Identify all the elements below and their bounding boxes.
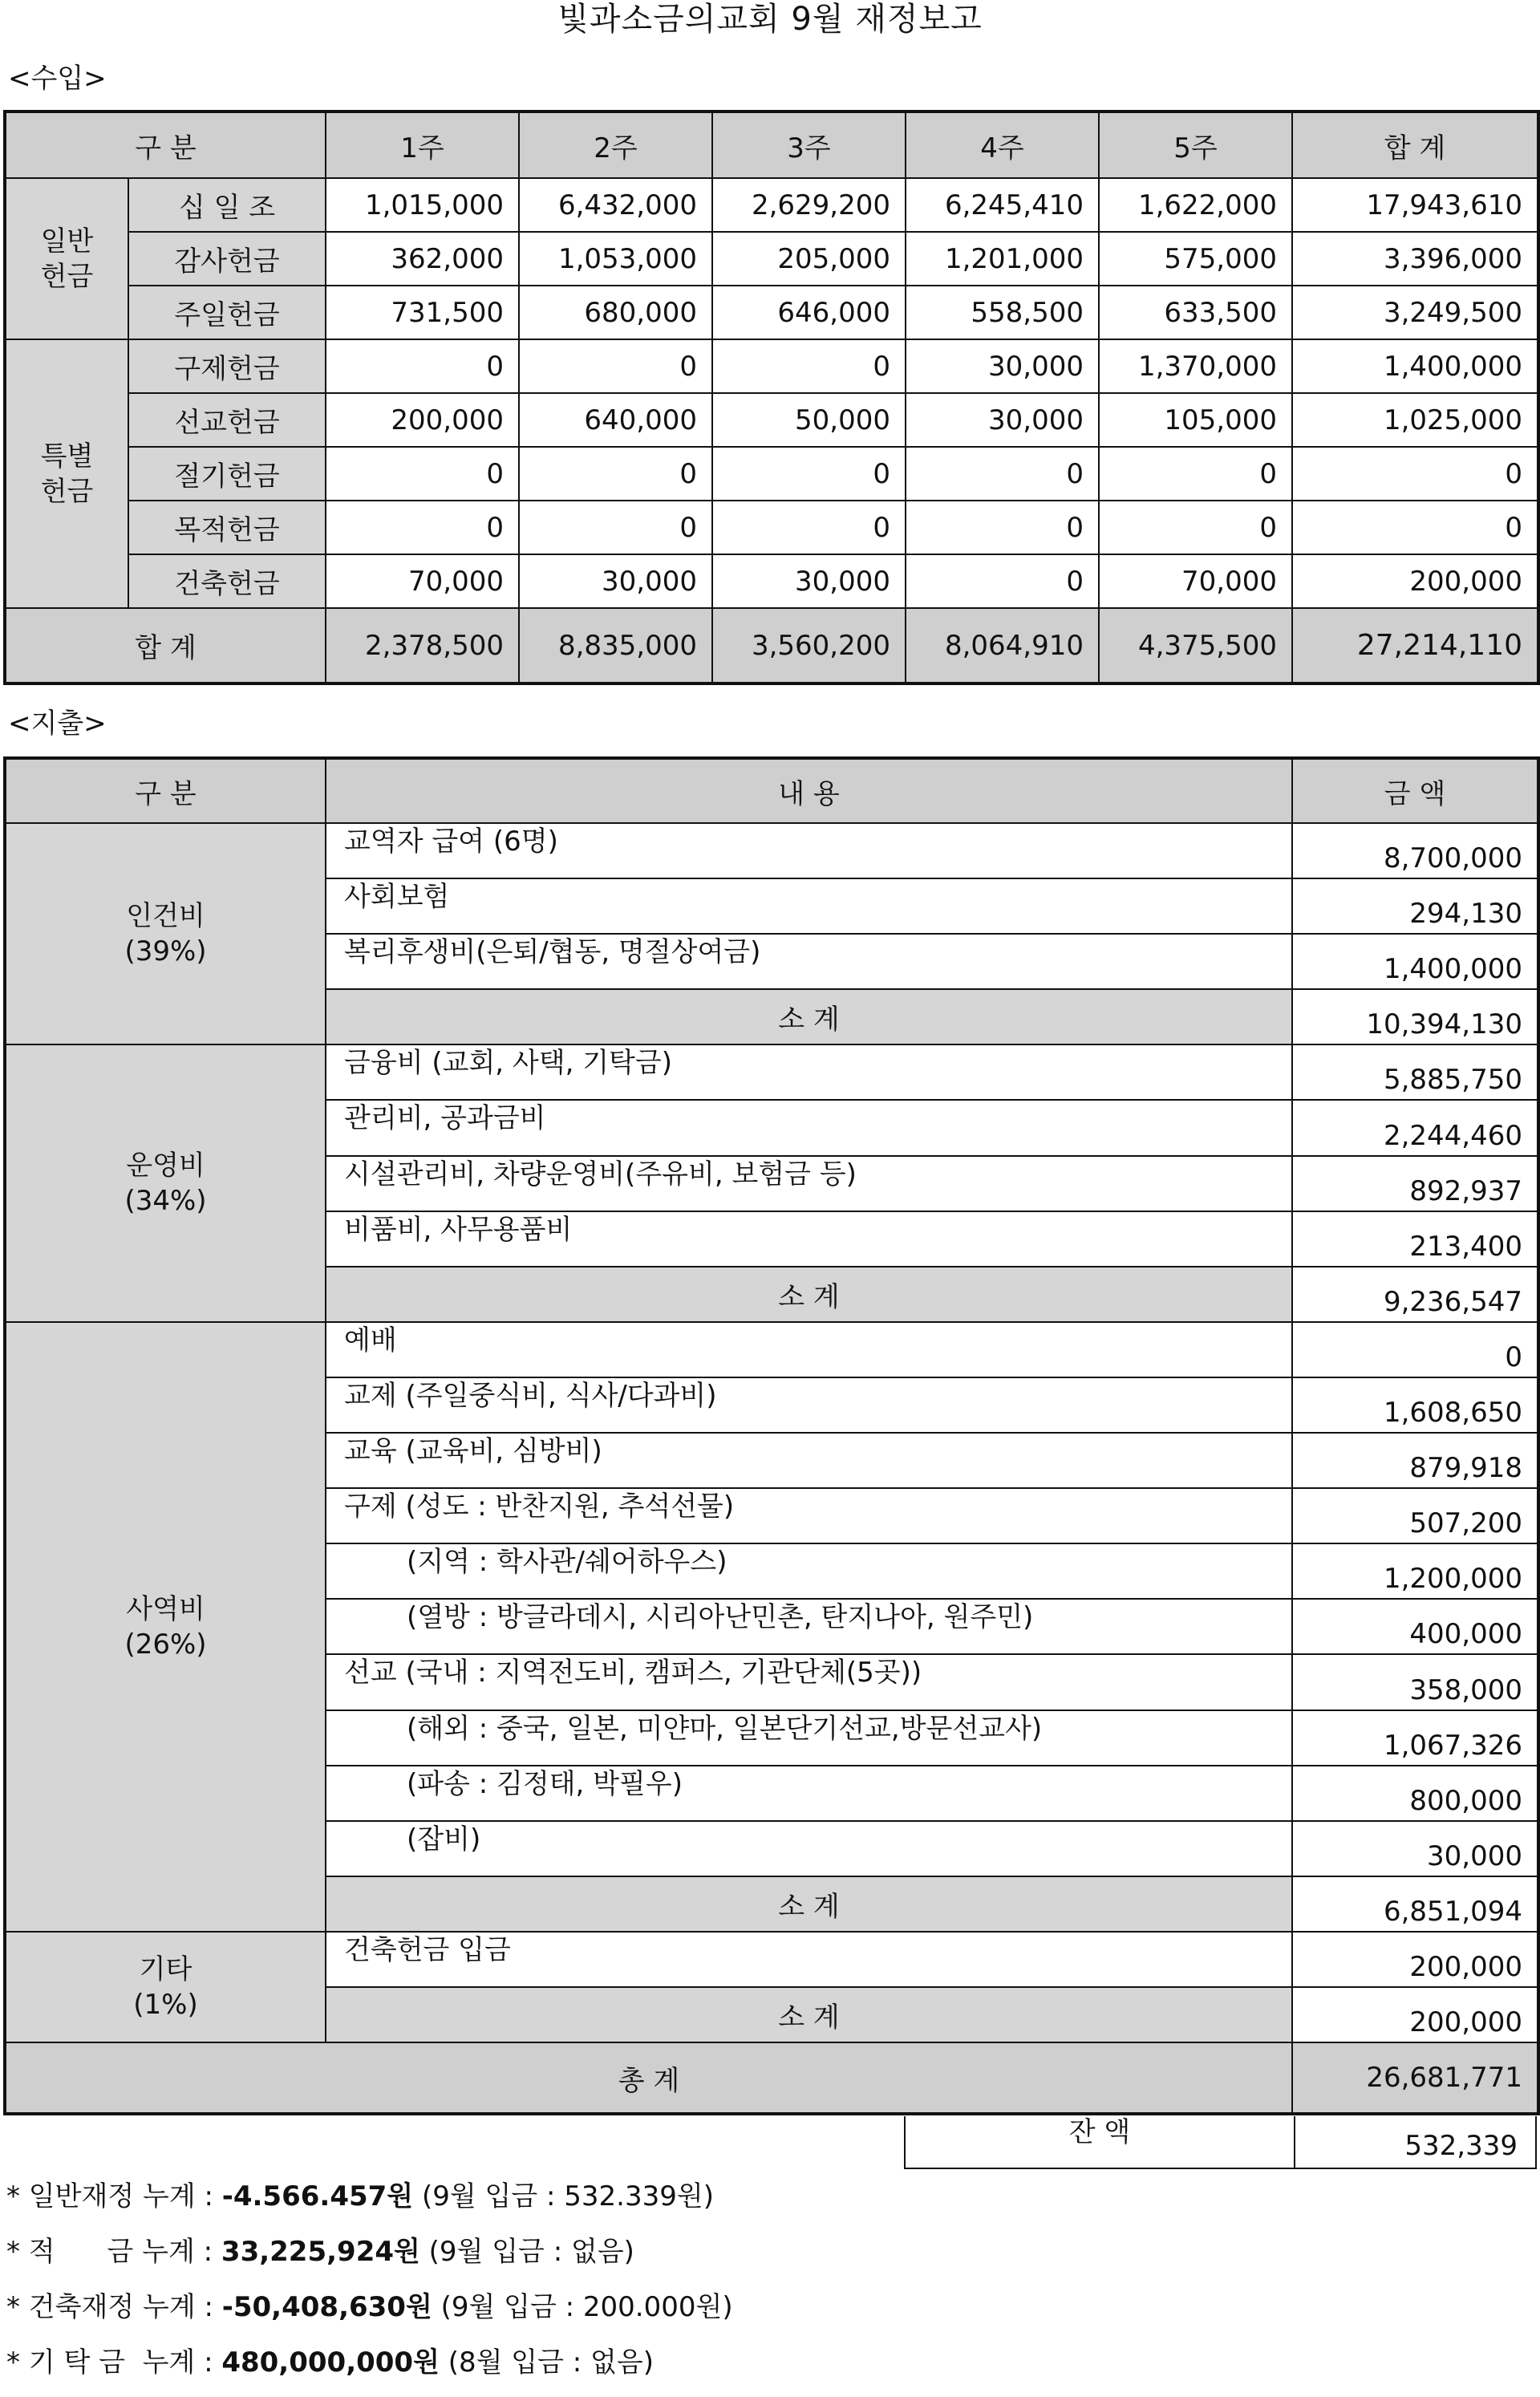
expense-total-amount: 26,681,771 xyxy=(1292,2042,1538,2114)
income-row-label: 십 일 조 xyxy=(128,178,326,232)
income-cell: 0 xyxy=(712,339,906,393)
income-cell: 1,053,000 xyxy=(519,232,712,286)
income-cell: 0 xyxy=(712,501,906,554)
income-row xyxy=(5,339,1538,393)
income-cell: 0 xyxy=(519,339,712,393)
income-row-total: 1,025,000 xyxy=(1292,393,1538,447)
notes-list xyxy=(6,2176,733,2397)
expense-item-amount: 879,918 xyxy=(1292,1433,1538,1488)
income-cell: 30,000 xyxy=(712,554,906,608)
expense-item-amount: 200,000 xyxy=(1292,1932,1538,1987)
income-header-week: 4주 xyxy=(906,112,1099,178)
expense-item-amount: 1,200,000 xyxy=(1292,1543,1538,1599)
expense-item-amount: 2,244,460 xyxy=(1292,1100,1538,1155)
note-line xyxy=(6,2286,733,2342)
income-grand-total: 27,214,110 xyxy=(1292,608,1538,683)
note-value: -50,408,630원 xyxy=(221,2291,432,2323)
income-header-row xyxy=(5,112,1538,178)
expense-item-amount: 1,067,326 xyxy=(1292,1710,1538,1766)
expense-item-desc: 관리비, 공과금비 xyxy=(326,1100,1292,1155)
income-cell: 1,370,000 xyxy=(1099,339,1292,393)
income-row xyxy=(5,286,1538,339)
note-value: 480,000,000원 xyxy=(221,2346,440,2379)
expense-item-desc: (잡비) xyxy=(326,1821,1292,1876)
income-cell: 205,000 xyxy=(712,232,906,286)
income-row-total: 3,396,000 xyxy=(1292,232,1538,286)
income-row xyxy=(5,232,1538,286)
income-cell: 362,000 xyxy=(326,232,519,286)
income-section-label: <수입> xyxy=(8,63,107,95)
income-row xyxy=(5,178,1538,232)
income-row xyxy=(5,393,1538,447)
expense-header-row xyxy=(5,758,1538,823)
subtotal-label: 소 계 xyxy=(326,1987,1292,2042)
income-cell: 1,201,000 xyxy=(906,232,1099,286)
expense-total-label: 총 계 xyxy=(5,2042,1292,2114)
expense-item-amount: 358,000 xyxy=(1292,1654,1538,1710)
expense-item-desc: 복리후생비(은퇴/협동, 명절상여금) xyxy=(326,934,1292,989)
expense-item-amount: 507,200 xyxy=(1292,1488,1538,1543)
note-line xyxy=(6,2176,733,2231)
income-group-label: 특별 헌금 xyxy=(5,339,128,608)
income-header-total: 합 계 xyxy=(1292,112,1538,178)
note-value: -4.566.457원 xyxy=(221,2180,414,2212)
income-cell: 6,245,410 xyxy=(906,178,1099,232)
note-prefix: * 일반재정 누계 : xyxy=(6,2180,222,2212)
income-row-label: 주일헌금 xyxy=(128,286,326,339)
report-title: 빛과소금의교회 9월 재정보고 xyxy=(557,1,983,38)
income-row-total: 200,000 xyxy=(1292,554,1538,608)
income-row-total: 1,400,000 xyxy=(1292,339,1538,393)
income-row-label: 선교헌금 xyxy=(128,393,326,447)
expense-item-desc: 금융비 (교회, 사택, 기탁금) xyxy=(326,1044,1292,1100)
expense-section-label: <지출> xyxy=(8,708,107,740)
expense-row xyxy=(5,1932,1538,1987)
expense-item-desc: 교제 (주일중식비, 식사/다과비) xyxy=(326,1377,1292,1433)
expense-item-amount: 294,130 xyxy=(1292,878,1538,934)
income-row-total: 0 xyxy=(1292,501,1538,554)
income-cell: 731,500 xyxy=(326,286,519,339)
expense-row xyxy=(5,1322,1538,1377)
income-cell: 70,000 xyxy=(1099,554,1292,608)
income-cell: 0 xyxy=(519,447,712,501)
income-row xyxy=(5,554,1538,608)
income-cell: 575,000 xyxy=(1099,232,1292,286)
expense-item-desc: 예배 xyxy=(326,1322,1292,1377)
expense-item-desc: 구제 (성도 : 반찬지원, 추석선물) xyxy=(326,1488,1292,1543)
income-table xyxy=(3,110,1540,685)
expense-item-desc: (파송 : 김정태, 박필우) xyxy=(326,1766,1292,1821)
expense-item-desc: 선교 (국내 : 지역전도비, 캠퍼스, 기관단체(5곳)) xyxy=(326,1654,1292,1710)
expense-item-amount: 0 xyxy=(1292,1322,1538,1377)
expense-header-category: 구 분 xyxy=(5,758,326,823)
income-cell: 680,000 xyxy=(519,286,712,339)
expense-item-desc: 사회보험 xyxy=(326,878,1292,934)
expense-item-desc: (해외 : 중국, 일본, 미얀마, 일본단기선교,방문선교사) xyxy=(326,1710,1292,1766)
subtotal-label: 소 계 xyxy=(326,1267,1292,1322)
expense-item-desc: 교육 (교육비, 심방비) xyxy=(326,1433,1292,1488)
expense-item-amount: 30,000 xyxy=(1292,1821,1538,1876)
income-header-week: 5주 xyxy=(1099,112,1292,178)
income-cell: 50,000 xyxy=(712,393,906,447)
income-cell: 30,000 xyxy=(906,393,1099,447)
income-cell: 633,500 xyxy=(1099,286,1292,339)
income-cell: 0 xyxy=(326,501,519,554)
subtotal-label: 소 계 xyxy=(326,1876,1292,1932)
note-suffix: (8월 입금 : 없음) xyxy=(439,2346,654,2379)
expense-item-amount: 8,700,000 xyxy=(1292,823,1538,878)
subtotal-amount: 10,394,130 xyxy=(1292,989,1538,1044)
subtotal-label: 소 계 xyxy=(326,989,1292,1044)
income-row-label: 구제헌금 xyxy=(128,339,326,393)
expense-item-amount: 400,000 xyxy=(1292,1599,1538,1654)
income-cell: 0 xyxy=(712,447,906,501)
expense-item-amount: 213,400 xyxy=(1292,1211,1538,1267)
expense-item-amount: 1,608,650 xyxy=(1292,1377,1538,1433)
income-row-total: 3,249,500 xyxy=(1292,286,1538,339)
income-cell: 0 xyxy=(906,501,1099,554)
income-cell: 1,622,000 xyxy=(1099,178,1292,232)
income-total-value: 8,064,910 xyxy=(906,608,1099,683)
income-row-total: 17,943,610 xyxy=(1292,178,1538,232)
income-cell: 1,015,000 xyxy=(326,178,519,232)
expense-group-label: 사역비 (26%) xyxy=(5,1322,326,1932)
expense-header-amount: 금 액 xyxy=(1292,758,1538,823)
expense-item-desc: (열방 : 방글라데시, 시리아난민촌, 탄지나아, 원주민) xyxy=(326,1599,1292,1654)
income-cell: 646,000 xyxy=(712,286,906,339)
income-cell: 640,000 xyxy=(519,393,712,447)
income-header-week: 2주 xyxy=(519,112,712,178)
expense-item-desc: (지역 : 학사관/쉐어하우스) xyxy=(326,1543,1292,1599)
income-total-value: 4,375,500 xyxy=(1099,608,1292,683)
income-row xyxy=(5,447,1538,501)
expense-item-desc: 교역자 급여 (6명) xyxy=(326,823,1292,878)
income-total-value: 3,560,200 xyxy=(712,608,906,683)
income-row-total: 0 xyxy=(1292,447,1538,501)
income-cell: 0 xyxy=(326,447,519,501)
income-cell: 6,432,000 xyxy=(519,178,712,232)
income-cell: 0 xyxy=(906,447,1099,501)
balance-amount: 532,339 xyxy=(1404,2130,1518,2162)
income-cell: 0 xyxy=(1099,501,1292,554)
income-cell: 105,000 xyxy=(1099,393,1292,447)
income-group-label: 일반 헌금 xyxy=(5,178,128,339)
income-cell: 30,000 xyxy=(519,554,712,608)
income-total-label: 합 계 xyxy=(5,608,326,683)
expense-item-desc: 시설관리비, 차량운영비(주유비, 보험금 등) xyxy=(326,1156,1292,1211)
expense-table xyxy=(3,756,1540,2115)
note-line xyxy=(6,2231,733,2286)
expense-group-label: 기타 (1%) xyxy=(5,1932,326,2042)
income-header-week: 3주 xyxy=(712,112,906,178)
income-row-label: 건축헌금 xyxy=(128,554,326,608)
income-cell: 70,000 xyxy=(326,554,519,608)
note-prefix: * 적 금 누계 : xyxy=(6,2236,221,2268)
expense-item-amount: 892,937 xyxy=(1292,1156,1538,1211)
income-row xyxy=(5,501,1538,554)
note-line xyxy=(6,2342,733,2397)
expense-item-amount: 5,885,750 xyxy=(1292,1044,1538,1100)
expense-row xyxy=(5,823,1538,878)
subtotal-amount: 9,236,547 xyxy=(1292,1267,1538,1322)
note-suffix: (9월 입금 : 200.000원) xyxy=(432,2291,733,2323)
note-suffix: (9월 입금 : 없음) xyxy=(419,2236,634,2268)
subtotal-amount: 200,000 xyxy=(1292,1987,1538,2042)
income-cell: 30,000 xyxy=(906,339,1099,393)
income-header-category: 구 분 xyxy=(5,112,326,178)
note-prefix: * 건축재정 누계 : xyxy=(6,2291,222,2323)
balance-label: 잔 액 xyxy=(906,2116,1295,2168)
income-header-week: 1주 xyxy=(326,112,519,178)
income-cell: 0 xyxy=(326,339,519,393)
income-total-value: 8,835,000 xyxy=(519,608,712,683)
note-value: 33,225,924원 xyxy=(221,2236,420,2268)
expense-row xyxy=(5,1044,1538,1100)
expense-item-desc: 비품비, 사무용품비 xyxy=(326,1211,1292,1267)
income-cell: 0 xyxy=(906,554,1099,608)
expense-item-amount: 1,400,000 xyxy=(1292,934,1538,989)
expense-group-label: 운영비 (34%) xyxy=(5,1044,326,1321)
income-cell: 2,629,200 xyxy=(712,178,906,232)
subtotal-amount: 6,851,094 xyxy=(1292,1876,1538,1932)
income-cell: 0 xyxy=(1099,447,1292,501)
income-row-label: 목적헌금 xyxy=(128,501,326,554)
income-cell: 558,500 xyxy=(906,286,1099,339)
note-prefix: * 기 탁 금 누계 : xyxy=(6,2346,222,2379)
expense-header-content: 내 용 xyxy=(326,758,1292,823)
expense-group-label: 인건비 (39%) xyxy=(5,823,326,1044)
income-row-label: 절기헌금 xyxy=(128,447,326,501)
note-suffix: (9월 입금 : 532.339원) xyxy=(413,2180,714,2212)
expense-total-row xyxy=(5,2042,1538,2114)
balance-box xyxy=(904,2116,1537,2169)
income-total-row xyxy=(5,608,1538,683)
income-cell: 0 xyxy=(519,501,712,554)
expense-item-amount: 800,000 xyxy=(1292,1766,1538,1821)
income-cell: 200,000 xyxy=(326,393,519,447)
expense-item-desc: 건축헌금 입금 xyxy=(326,1932,1292,1987)
income-row-label: 감사헌금 xyxy=(128,232,326,286)
income-total-value: 2,378,500 xyxy=(326,608,519,683)
